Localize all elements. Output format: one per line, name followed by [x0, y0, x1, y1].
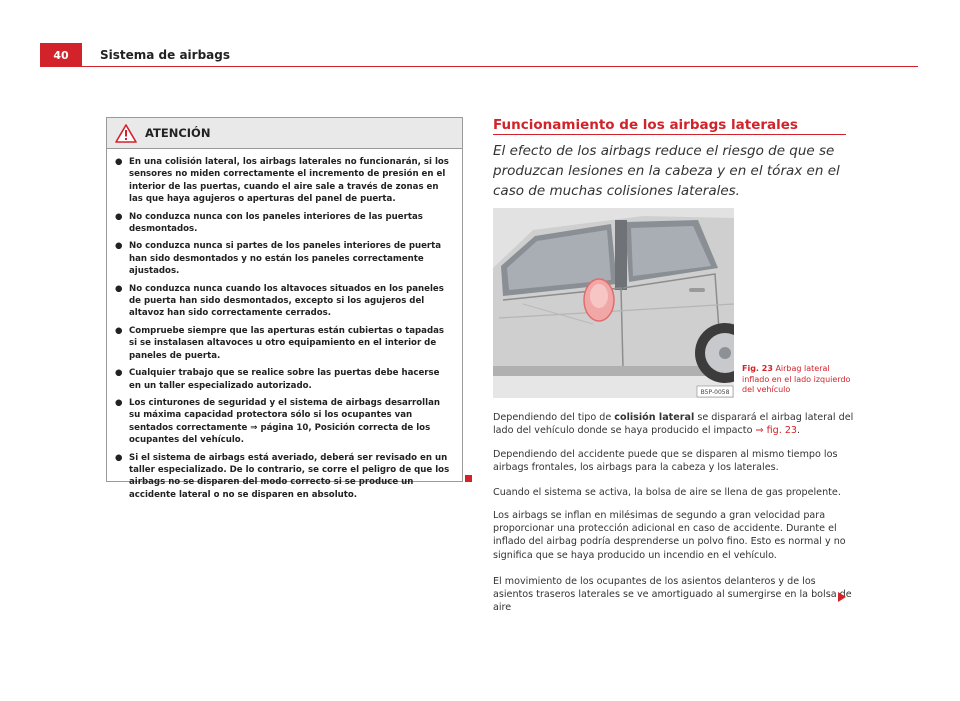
header-divider	[82, 66, 918, 67]
warning-title: ATENCIÓN	[145, 126, 211, 140]
paragraph-2: Dependiendo del accidente puede que se disparen al mismo tiempo los airbags frontales, los airbags para la cabeza y los laterales.	[493, 449, 838, 474]
text-run: Dependiendo del tipo de	[493, 412, 615, 423]
paragraph-4: Los airbags se inflan en milésimas de segundo a gran velocidad para proporcionar una protección adicional en caso de accidente. Durante el inflado del airbag podría desprenderse un polvo fino. Esto es normal y no significa que se haya producido un incendio en el vehículo.	[493, 510, 846, 561]
warning-item: ● Compruebe siempre que las aperturas están cubiertas o tapadas si se instalasen altavoces u otro equipamiento en el interior de paneles de puerta.	[115, 325, 445, 361]
section-intro: El efecto de los airbags reduce el riesgo de que se produzcan lesiones en la cabeza y en el tórax en el caso de muchas colisiones laterales.	[493, 143, 840, 199]
paragraph-5: El movimiento de los ocupantes de los asientos delanteros y de los asientos traseros laterales se ve amortiguado al sumergirse en la bolsa de aire	[493, 576, 852, 614]
keyword-lateral-collision: colisión lateral	[614, 412, 695, 423]
warning-item: ● No conduzca nunca con los paneles interiores de las puertas desmontados.	[115, 211, 423, 235]
caption-text: Airbag lateral inflado en el lado izquierdo del vehículo	[742, 364, 851, 394]
caption-label: Fig. 23	[742, 364, 773, 373]
figure-code: B5P-0058	[700, 389, 730, 396]
warning-item: ● No conduzca nunca cuando los altavoces situados en los paneles de puerta han sido desmontados, excepto si los agujeros del altavoz han sido correctamente cerrados.	[115, 283, 444, 319]
chapter-title: Sistema de airbags	[100, 48, 231, 62]
warning-item: ● No conduzca nunca si partes de los paneles interiores de puerta han sido desmontados y no están los paneles correctamente ajustados.	[115, 241, 442, 277]
page-number: 40	[40, 43, 82, 67]
warning-list	[107, 149, 462, 501]
section-divider	[493, 134, 846, 135]
car-airbag-figure	[493, 208, 734, 398]
warning-box	[106, 117, 463, 500]
section-end-marker	[465, 475, 472, 482]
warning-item: ● En una colisión lateral, los airbags laterales no funcionarán, si los sensores no miden correctamente el incremento de presión en el interior de las puertas, cuando el aire sale a través de zonas en las que haya agujeros o aperturas del panel de puerta.	[115, 157, 449, 205]
warning-item: ● Si el sistema de airbags está averiado, deberá ser revisado en un taller especializado. De lo contrario, se corre el peligro de que los airbags no se disparen del modo correcto si se produce un accidente lateral o no se disparen en absoluto.	[115, 452, 450, 500]
warning-item: ● Cualquier trabajo que se realice sobre las puertas debe hacerse en un taller especializado autorizado.	[115, 368, 440, 391]
warning-item: ● Los cinturones de seguridad y el sistema de airbags desarrollan su máxima capacidad protectora sólo si los ocupantes van sentados correctamente ⇒ página 10, Posición correcta de los ocupantes del vehículo.	[115, 397, 440, 446]
text-run: se disparará el airbag lateral del lado del vehículo donde se haya producido el impacto	[493, 412, 854, 437]
warning-header	[107, 118, 462, 149]
paragraph-1	[493, 411, 855, 437]
car-side-illustration	[493, 208, 734, 398]
section-title: Funcionamiento de los airbags laterales	[493, 117, 798, 133]
figure-caption	[742, 364, 852, 396]
warning-triangle-icon	[115, 124, 137, 143]
continue-arrow-icon	[838, 592, 846, 602]
paragraph-3: Cuando el sistema se activa, la bolsa de aire se llena de gas propelente.	[493, 487, 841, 498]
text-run: .	[797, 425, 801, 437]
figure-reference-link[interactable]: ⇒ fig. 23	[755, 425, 798, 437]
